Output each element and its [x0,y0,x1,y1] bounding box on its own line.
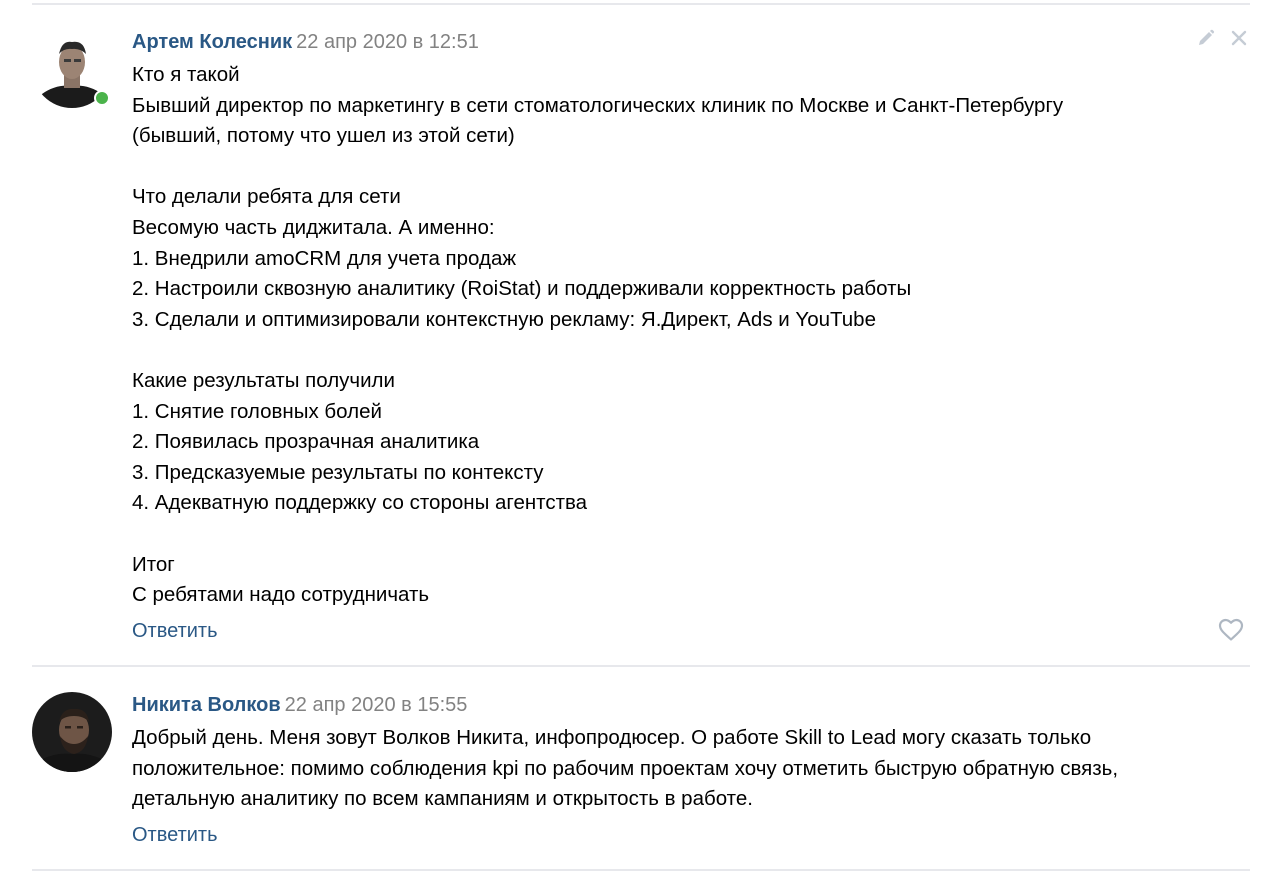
author-name[interactable]: Артем Колесник [132,31,293,53]
comment-meta [132,30,479,54]
comment-text [132,60,1212,611]
comment-line: Кто я такой [132,63,240,86]
edit-icon[interactable] [1196,28,1216,48]
comment-line: Добрый день. Меня зовут Волков Никита, инфопродюсер. О работе Skill to Lead могу сказать только [132,726,1092,749]
bottom-divider [32,869,1250,871]
comment-text [132,723,1212,815]
author-name[interactable]: Никита Волков [132,694,281,716]
close-icon[interactable] [1230,29,1248,47]
comment-line: 2. Появилась прозрачная аналитика [132,430,480,454]
reply-button[interactable]: Ответить [132,824,218,846]
comment-line: положительное: помимо соблюдения kpi по рабочим проектам хочу отметить быструю обратную связь, [132,756,1119,780]
comment-line: С ребятами надо сотрудничать [132,583,430,607]
comment-meta [132,693,467,717]
comment-line [132,335,1212,366]
comment-date[interactable]: 22 апр 2020 в 15:55 [284,694,468,716]
comment-line: 1. Внедрили amoCRM для учета продаж [132,246,517,270]
comment-line: (бывший, потому что ушел из этой сети) [132,124,515,148]
heart-icon[interactable] [1218,618,1244,647]
comment-actions [1196,28,1248,48]
reply-button[interactable]: Ответить [132,620,218,642]
comment-line: 4. Адекватную поддержку со стороны агентства [132,491,588,515]
comment-date[interactable]: 22 апр 2020 в 12:51 [296,31,479,53]
comment-line: Итог [132,552,175,576]
avatar-nikita[interactable] [32,692,112,772]
comment-line: Бывший директор по маркетингу в сети стоматологических клиник по Москве и Санкт-Петербургу [132,93,1064,117]
avatar-artem[interactable] [32,28,112,108]
avatar-nikita-photo [32,692,112,772]
comment-line: 1. Снятие головных болей [132,399,382,423]
comment-line: 3. Сделали и оптимизировали контекстную рекламу: Я.Директ, Ads и YouTube [132,307,876,331]
comment-line [132,519,1212,550]
comment-line: Весомую часть диджитала. А именно: [132,215,495,239]
comment-line [132,152,1212,183]
comment-line: Какие результаты получили [132,368,395,392]
comment-line: 3. Предсказуемые результаты по контексту [132,460,544,484]
online-status-dot [94,90,110,106]
comment-line: детальную аналитику по всем кампаниям и открытость в работе. [132,787,753,811]
comment-line: Что делали ребята для сети [132,185,401,209]
comment-line: 2. Настроили сквозную аналитику (RoiStat) и поддерживали корректность работы [132,277,912,301]
comment-2 [0,667,1280,876]
